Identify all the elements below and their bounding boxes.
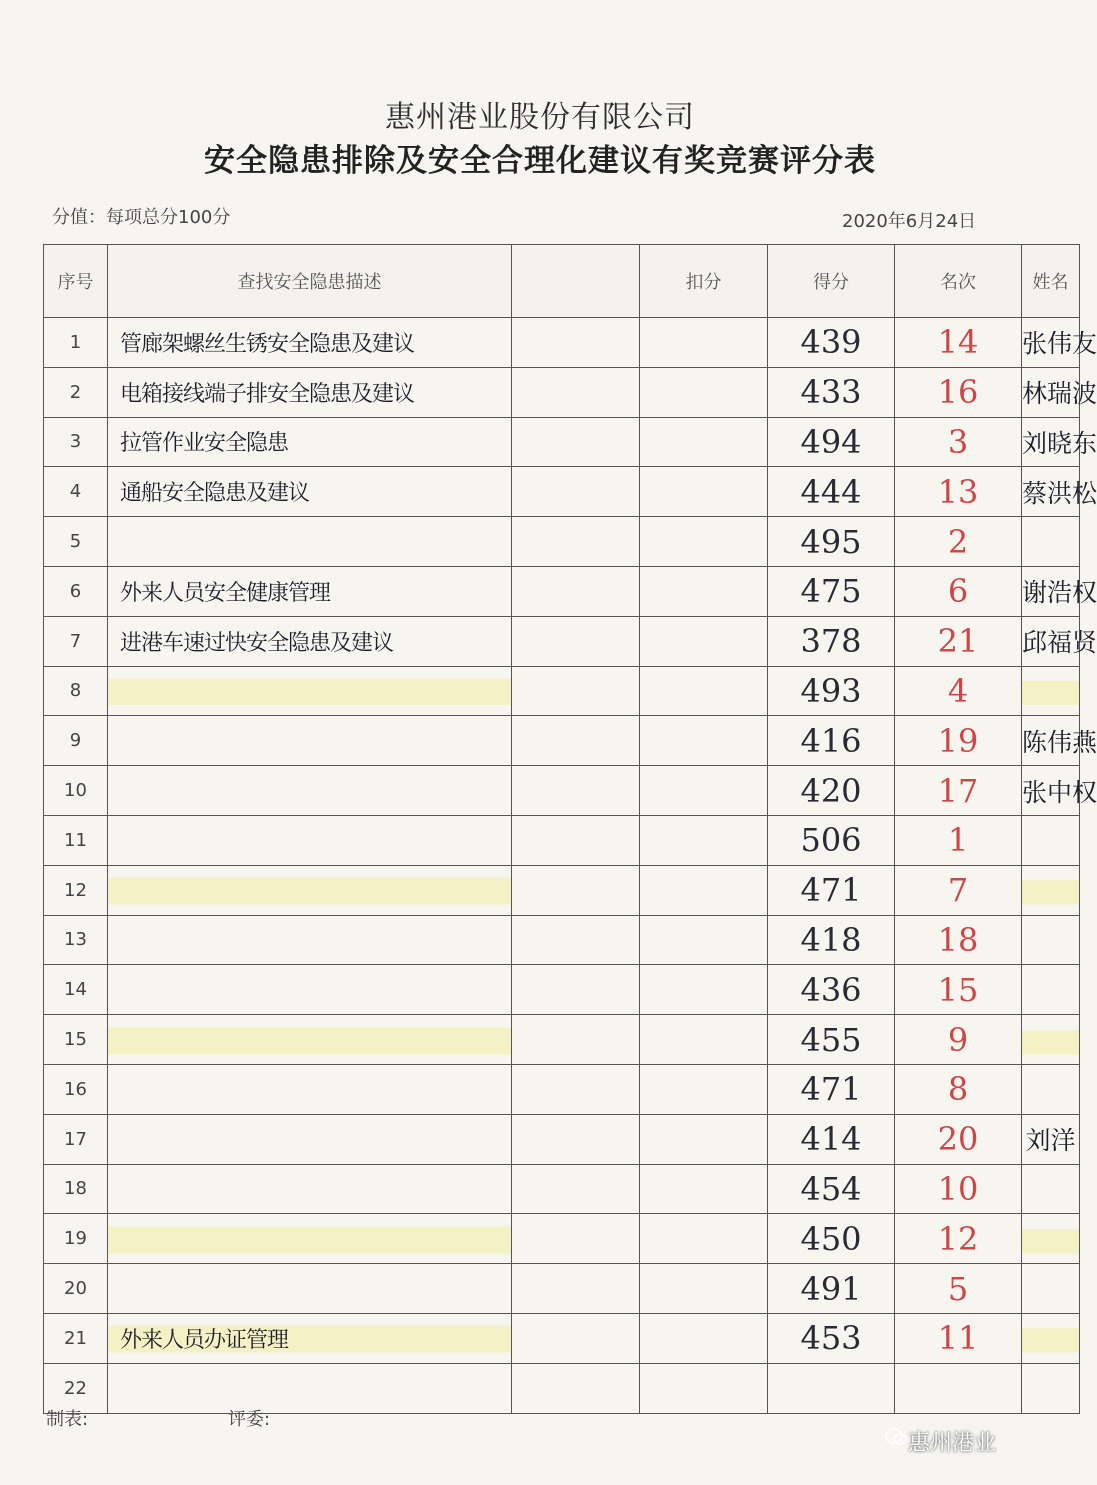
name-cell bbox=[1022, 1313, 1080, 1363]
table-row bbox=[44, 417, 1080, 467]
rank-cell bbox=[895, 616, 1022, 666]
score-note: 分值：每项总分100分 bbox=[52, 207, 231, 228]
rank-cell-text: 1 bbox=[947, 821, 969, 860]
row-number: 21 bbox=[44, 1313, 108, 1363]
table-row bbox=[44, 318, 1080, 368]
score-cell-text: 455 bbox=[800, 1020, 862, 1059]
deduction-cell bbox=[640, 467, 768, 517]
score-cell-text: 454 bbox=[800, 1169, 862, 1208]
score-cell bbox=[768, 915, 895, 965]
name-cell bbox=[1022, 865, 1080, 915]
hazard-description bbox=[108, 815, 512, 865]
table-row bbox=[44, 716, 1080, 766]
row-number: 17 bbox=[44, 1114, 108, 1164]
blank-cell bbox=[512, 318, 640, 368]
rank-cell bbox=[895, 1064, 1022, 1114]
row-number: 3 bbox=[44, 417, 108, 467]
blank-cell bbox=[512, 716, 640, 766]
name-cell bbox=[1022, 965, 1080, 1015]
table-row bbox=[44, 566, 1080, 616]
rank-cell-text: 4 bbox=[947, 671, 969, 710]
blank-cell bbox=[512, 417, 640, 467]
name-cell-text: 张中权 bbox=[1022, 777, 1097, 807]
blank-cell bbox=[512, 1064, 640, 1114]
rank-cell-text: 5 bbox=[947, 1269, 969, 1308]
rank-cell-text: 10 bbox=[937, 1169, 979, 1208]
row-number: 11 bbox=[44, 815, 108, 865]
rank-cell bbox=[895, 467, 1022, 517]
hazard-description-text: 进港车速过快安全隐患及建议 bbox=[120, 630, 394, 656]
score-cell bbox=[768, 1264, 895, 1314]
blank-cell bbox=[512, 1214, 640, 1264]
score-cell bbox=[768, 517, 895, 567]
name-cell-text: 林瑞波 bbox=[1022, 379, 1097, 409]
deduction-cell bbox=[640, 865, 768, 915]
hazard-description bbox=[108, 865, 512, 915]
hazard-description-text: 外来人员办证管理 bbox=[120, 1327, 289, 1353]
name-cell bbox=[1022, 367, 1097, 417]
blank-cell bbox=[512, 467, 640, 517]
hazard-description-text: 外来人员安全健康管理 bbox=[120, 580, 331, 606]
score-cell-text: 414 bbox=[800, 1120, 862, 1159]
name-cell bbox=[1022, 815, 1080, 865]
row-number: 7 bbox=[44, 616, 108, 666]
column-header-deduction: 扣分 bbox=[640, 245, 768, 318]
blank-cell bbox=[512, 1015, 640, 1065]
score-cell-text: 495 bbox=[800, 522, 862, 561]
hazard-description bbox=[108, 1214, 512, 1264]
rank-cell-text: 2 bbox=[947, 522, 969, 561]
rank-cell-text: 8 bbox=[947, 1070, 969, 1109]
row-number: 12 bbox=[44, 865, 108, 915]
name-cell-text: 刘晓东 bbox=[1022, 428, 1097, 458]
deduction-cell bbox=[640, 1164, 768, 1214]
table-row bbox=[44, 865, 1080, 915]
row-number: 2 bbox=[44, 367, 108, 417]
deduction-cell bbox=[640, 1015, 768, 1065]
deduction-cell bbox=[640, 1114, 768, 1164]
table-row bbox=[44, 1214, 1080, 1264]
row-number: 16 bbox=[44, 1064, 108, 1114]
blank-cell bbox=[512, 517, 640, 567]
name-cell bbox=[1022, 1363, 1080, 1413]
blank-cell bbox=[512, 865, 640, 915]
watermark: 惠州港业 bbox=[908, 1431, 997, 1456]
rank-cell-text: 15 bbox=[937, 970, 979, 1009]
name-cell bbox=[1022, 666, 1080, 716]
name-cell bbox=[1022, 517, 1080, 567]
score-cell bbox=[768, 318, 895, 368]
hazard-description bbox=[108, 766, 512, 816]
rank-cell bbox=[895, 517, 1022, 567]
hazard-description bbox=[108, 1363, 512, 1413]
score-cell bbox=[768, 815, 895, 865]
hazard-description bbox=[108, 417, 512, 467]
score-cell-text: 439 bbox=[800, 323, 862, 362]
rank-cell bbox=[895, 666, 1022, 716]
blank-cell bbox=[512, 367, 640, 417]
score-cell bbox=[768, 616, 895, 666]
table-row bbox=[44, 1363, 1080, 1413]
rank-cell-text: 13 bbox=[937, 472, 979, 511]
name-cell-text: 张伟友 bbox=[1022, 329, 1097, 359]
rank-cell bbox=[895, 318, 1022, 368]
rank-cell-text: 12 bbox=[937, 1219, 979, 1258]
name-cell bbox=[1022, 318, 1097, 368]
hazard-description bbox=[108, 1164, 512, 1214]
rank-cell bbox=[895, 1114, 1022, 1164]
rank-cell-text: 11 bbox=[937, 1319, 979, 1358]
table-row bbox=[44, 1064, 1080, 1114]
deduction-cell bbox=[640, 1064, 768, 1114]
row-number: 19 bbox=[44, 1214, 108, 1264]
deduction-cell bbox=[640, 1313, 768, 1363]
table-row bbox=[44, 1015, 1080, 1065]
deduction-cell bbox=[640, 417, 768, 467]
row-number: 14 bbox=[44, 965, 108, 1015]
name-cell-text: 陈伟燕 bbox=[1022, 727, 1097, 757]
row-number: 6 bbox=[44, 566, 108, 616]
row-number: 8 bbox=[44, 666, 108, 716]
hazard-description-text: 通船安全隐患及建议 bbox=[120, 481, 310, 507]
rank-cell bbox=[895, 1363, 1022, 1413]
score-cell bbox=[768, 1164, 895, 1214]
hazard-description bbox=[108, 915, 512, 965]
score-cell bbox=[768, 417, 895, 467]
score-cell-text: 378 bbox=[800, 622, 862, 661]
table-row bbox=[44, 467, 1080, 517]
score-cell-text: 453 bbox=[800, 1319, 862, 1358]
maker-label: 制表: bbox=[46, 1409, 89, 1430]
table-row bbox=[44, 1264, 1080, 1314]
row-number: 13 bbox=[44, 915, 108, 965]
score-cell-text: 420 bbox=[800, 771, 862, 810]
blank-cell bbox=[512, 915, 640, 965]
row-number: 18 bbox=[44, 1164, 108, 1214]
column-header-description: 查找安全隐患描述 bbox=[108, 245, 512, 318]
score-cell bbox=[768, 1015, 895, 1065]
table-row bbox=[44, 1164, 1080, 1214]
row-number: 15 bbox=[44, 1015, 108, 1065]
rank-cell bbox=[895, 417, 1022, 467]
rank-cell bbox=[895, 766, 1022, 816]
column-header-no: 序号 bbox=[44, 245, 108, 318]
score-table bbox=[43, 244, 1097, 1414]
score-cell bbox=[768, 1313, 895, 1363]
deduction-cell bbox=[640, 1264, 768, 1314]
column-header-blank bbox=[512, 245, 640, 318]
hazard-description-text: 拉管作业安全隐患 bbox=[120, 431, 289, 457]
deduction-cell bbox=[640, 815, 768, 865]
rank-cell bbox=[895, 965, 1022, 1015]
table-row bbox=[44, 666, 1080, 716]
hazard-description bbox=[108, 1015, 512, 1065]
deduction-cell bbox=[640, 566, 768, 616]
name-cell bbox=[1022, 417, 1097, 467]
rank-cell bbox=[895, 865, 1022, 915]
form-title: 安全隐患排除及安全合理化建议有奖竞赛评分表 bbox=[204, 143, 876, 179]
table-row bbox=[44, 616, 1080, 666]
name-cell bbox=[1022, 1264, 1080, 1314]
column-header-rank: 名次 bbox=[895, 245, 1022, 318]
rank-cell bbox=[895, 566, 1022, 616]
score-cell bbox=[768, 965, 895, 1015]
name-cell bbox=[1022, 1214, 1080, 1264]
name-cell bbox=[1022, 766, 1097, 816]
rank-cell bbox=[895, 367, 1022, 417]
score-cell-text: 471 bbox=[800, 871, 862, 910]
row-number: 22 bbox=[44, 1363, 108, 1413]
rank-cell-text: 21 bbox=[937, 622, 979, 661]
rank-cell-text: 20 bbox=[937, 1120, 979, 1159]
table-row bbox=[44, 517, 1080, 567]
hazard-description bbox=[108, 1313, 512, 1363]
name-cell-text: 邱福贤 bbox=[1022, 628, 1097, 658]
form-date: 2020年6月24日 bbox=[842, 211, 977, 232]
deduction-cell bbox=[640, 666, 768, 716]
deduction-cell bbox=[640, 716, 768, 766]
column-header-name: 姓名 bbox=[1022, 245, 1080, 318]
deduction-cell bbox=[640, 367, 768, 417]
score-cell bbox=[768, 1363, 895, 1413]
hazard-description bbox=[108, 467, 512, 517]
judges-label: 评委: bbox=[228, 1409, 271, 1430]
score-cell-text: 450 bbox=[800, 1219, 862, 1258]
table-row bbox=[44, 965, 1080, 1015]
rank-cell bbox=[895, 1313, 1022, 1363]
rank-cell-text: 9 bbox=[947, 1020, 969, 1059]
name-cell-text: 刘洋 bbox=[1025, 1126, 1076, 1156]
rank-cell-text: 14 bbox=[937, 323, 979, 362]
name-cell bbox=[1022, 1064, 1080, 1114]
hazard-description-text: 电箱接线端子排安全隐患及建议 bbox=[120, 381, 415, 407]
score-cell bbox=[768, 1114, 895, 1164]
row-number: 9 bbox=[44, 716, 108, 766]
name-cell bbox=[1022, 915, 1080, 965]
score-cell-text: 471 bbox=[800, 1070, 862, 1109]
blank-cell bbox=[512, 1313, 640, 1363]
company-name: 惠州港业股份有限公司 bbox=[385, 100, 695, 135]
score-cell bbox=[768, 865, 895, 915]
score-cell-text: 493 bbox=[800, 671, 862, 710]
rank-cell-text: 19 bbox=[937, 721, 979, 760]
hazard-description bbox=[108, 965, 512, 1015]
table-row bbox=[44, 367, 1080, 417]
blank-cell bbox=[512, 815, 640, 865]
deduction-cell bbox=[640, 1214, 768, 1264]
rank-cell-text: 17 bbox=[937, 771, 979, 810]
hazard-description bbox=[108, 318, 512, 368]
score-cell-text: 436 bbox=[800, 970, 862, 1009]
rank-cell-text: 16 bbox=[937, 373, 979, 412]
score-cell-text: 475 bbox=[800, 572, 862, 611]
blank-cell bbox=[512, 1264, 640, 1314]
name-cell bbox=[1022, 1164, 1080, 1214]
hazard-description bbox=[108, 367, 512, 417]
rank-cell-text: 6 bbox=[947, 572, 969, 611]
name-cell bbox=[1022, 716, 1097, 766]
deduction-cell bbox=[640, 965, 768, 1015]
rank-cell bbox=[895, 1214, 1022, 1264]
name-cell-text: 蔡洪松 bbox=[1022, 478, 1097, 508]
score-cell bbox=[768, 467, 895, 517]
hazard-description bbox=[108, 716, 512, 766]
blank-cell bbox=[512, 666, 640, 716]
score-cell-text: 444 bbox=[800, 472, 862, 511]
deduction-cell bbox=[640, 616, 768, 666]
hazard-description bbox=[108, 517, 512, 567]
score-cell-text: 416 bbox=[800, 721, 862, 760]
deduction-cell bbox=[640, 1363, 768, 1413]
hazard-description bbox=[108, 616, 512, 666]
score-cell-text: 494 bbox=[800, 422, 862, 461]
column-header-score: 得分 bbox=[768, 245, 895, 318]
rank-cell bbox=[895, 915, 1022, 965]
blank-cell bbox=[512, 1164, 640, 1214]
row-number: 4 bbox=[44, 467, 108, 517]
table-row bbox=[44, 915, 1080, 965]
name-cell bbox=[1022, 1015, 1080, 1065]
hazard-description bbox=[108, 1114, 512, 1164]
blank-cell bbox=[512, 1114, 640, 1164]
score-cell bbox=[768, 367, 895, 417]
rank-cell-text: 18 bbox=[937, 920, 979, 959]
table-row bbox=[44, 815, 1080, 865]
hazard-description-text: 管廊架螺丝生锈安全隐患及建议 bbox=[120, 331, 415, 357]
row-number: 5 bbox=[44, 517, 108, 567]
name-cell bbox=[1022, 1114, 1080, 1164]
deduction-cell bbox=[640, 915, 768, 965]
row-number: 10 bbox=[44, 766, 108, 816]
score-cell bbox=[768, 1214, 895, 1264]
score-cell bbox=[768, 766, 895, 816]
deduction-cell bbox=[640, 766, 768, 816]
hazard-description bbox=[108, 566, 512, 616]
table-row bbox=[44, 1114, 1080, 1164]
table-header-row bbox=[44, 245, 1080, 318]
rank-cell bbox=[895, 716, 1022, 766]
blank-cell bbox=[512, 566, 640, 616]
rank-cell bbox=[895, 1015, 1022, 1065]
score-cell-text: 433 bbox=[800, 373, 862, 412]
name-cell bbox=[1022, 467, 1097, 517]
rank-cell bbox=[895, 1264, 1022, 1314]
rank-cell bbox=[895, 815, 1022, 865]
table-row bbox=[44, 766, 1080, 816]
name-cell-text: 谢浩权 bbox=[1022, 578, 1097, 608]
score-cell bbox=[768, 666, 895, 716]
row-number: 1 bbox=[44, 318, 108, 368]
rank-cell bbox=[895, 1164, 1022, 1214]
name-cell bbox=[1022, 616, 1097, 666]
score-cell-text: 506 bbox=[800, 821, 862, 860]
score-cell bbox=[768, 716, 895, 766]
blank-cell bbox=[512, 1363, 640, 1413]
hazard-description bbox=[108, 1064, 512, 1114]
score-cell-text: 418 bbox=[800, 920, 862, 959]
table-body bbox=[44, 318, 1097, 1414]
score-cell bbox=[768, 1064, 895, 1114]
score-cell bbox=[768, 566, 895, 616]
hazard-description bbox=[108, 666, 512, 716]
blank-cell bbox=[512, 766, 640, 816]
blank-cell bbox=[512, 616, 640, 666]
blank-cell bbox=[512, 965, 640, 1015]
table-row bbox=[44, 1313, 1080, 1363]
deduction-cell bbox=[640, 318, 768, 368]
score-cell-text: 491 bbox=[800, 1269, 862, 1308]
hazard-description bbox=[108, 1264, 512, 1314]
row-number: 20 bbox=[44, 1264, 108, 1314]
deduction-cell bbox=[640, 517, 768, 567]
rank-cell-text: 3 bbox=[947, 422, 969, 461]
rank-cell-text: 7 bbox=[947, 871, 969, 910]
wechat-icon bbox=[885, 1426, 907, 1448]
name-cell bbox=[1022, 566, 1097, 616]
